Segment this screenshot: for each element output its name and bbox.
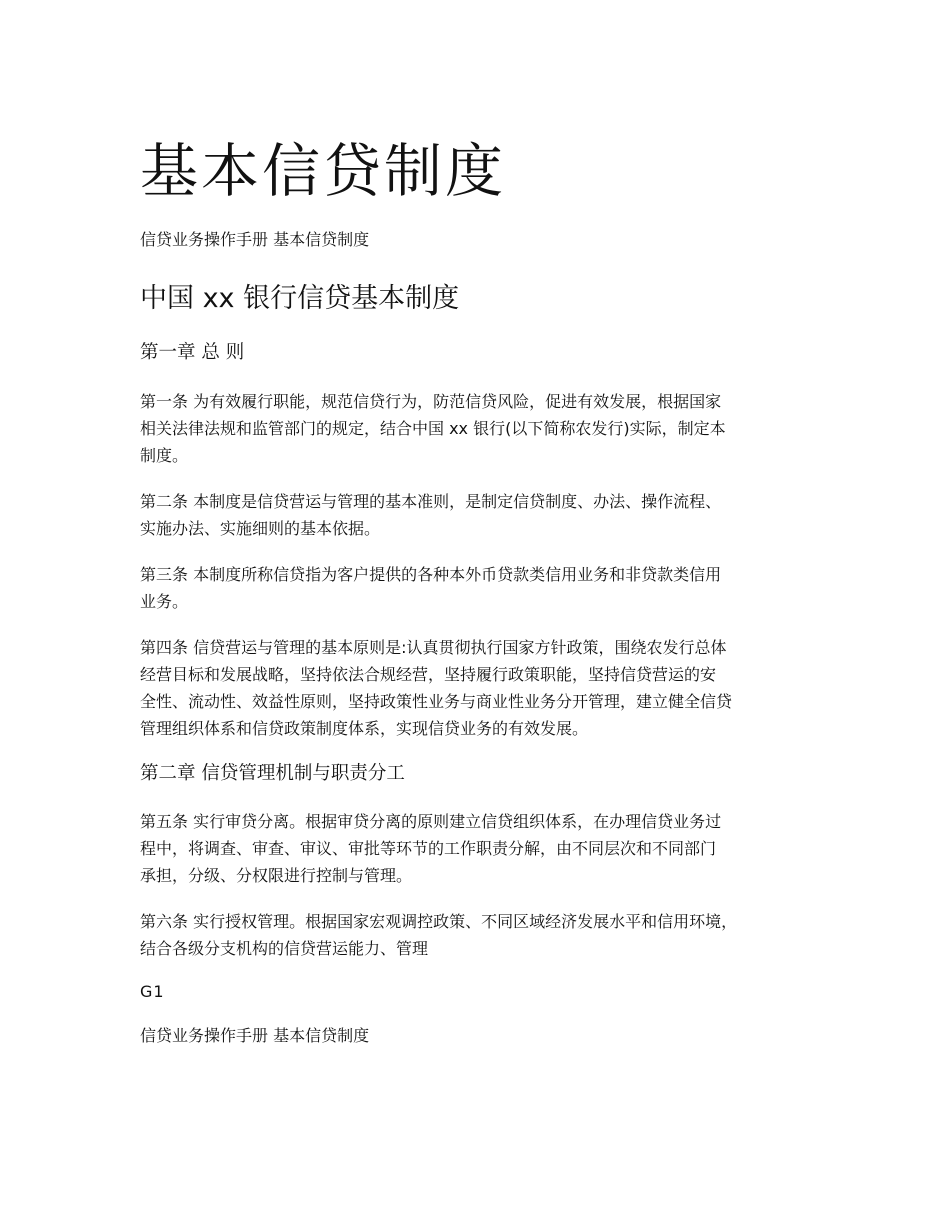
article-1-line: 相关法律法规和监管部门的规定，结合中国 xx 银行(以下简称农发行)实际，制定本 bbox=[140, 419, 726, 438]
article-5-line: 第五条 实行审贷分离。根据审贷分离的原则建立信贷组织体系，在办理信贷业务过 bbox=[140, 812, 722, 831]
article-2-line: 实施办法、实施细则的基本依据。 bbox=[140, 519, 381, 538]
article-4-line: 管理组织体系和信贷政策制度体系，实现信贷业务的有效发展。 bbox=[140, 719, 589, 738]
chapter-1-heading: 第一章 总 则 bbox=[140, 342, 245, 363]
running-header: 信贷业务操作手册 基本信贷制度 bbox=[140, 230, 370, 249]
article-2 bbox=[140, 488, 830, 542]
article-5-line: 承担，分级、分权限进行控制与管理。 bbox=[140, 866, 413, 885]
article-4-line: 全性、流动性、效益性原则，坚持政策性业务与商业性业务分开管理，建立健全信贷 bbox=[140, 692, 733, 711]
article-6 bbox=[140, 908, 830, 962]
article-2-line: 第二条 本制度是信贷营运与管理的基本准则，是制定信贷制度、办法、操作流程、 bbox=[140, 492, 722, 511]
chapter-2-heading: 第二章 信贷管理机制与职责分工 bbox=[140, 763, 405, 784]
article-6-line: 第六条 实行授权管理。根据国家宏观调控政策、不同区域经济发展水平和信用环境， bbox=[140, 912, 738, 931]
document-subtitle: 中国 xx 银行信贷基本制度 bbox=[140, 283, 460, 314]
article-4-line: 经营目标和发展战略，坚持依法合规经营，坚持履行政策职能，坚持信贷营运的安 bbox=[140, 665, 717, 684]
footer-header: 信贷业务操作手册 基本信贷制度 bbox=[140, 1026, 370, 1045]
article-1-line: 第一条 为有效履行职能，规范信贷行为，防范信贷风险，促进有效发展，根据国家 bbox=[140, 392, 722, 411]
article-5 bbox=[140, 808, 830, 889]
document-title: 基本信贷制度 bbox=[140, 137, 507, 205]
page-number: G1 bbox=[140, 982, 165, 1001]
article-3-line: 第三条 本制度所称信贷指为客户提供的各种本外币贷款类信用业务和非贷款类信用 bbox=[140, 565, 722, 584]
article-1-line: 制度。 bbox=[140, 446, 189, 465]
article-3-line: 业务。 bbox=[140, 592, 189, 611]
article-5-line: 程中，将调查、审查、审议、审批等环节的工作职责分解，由不同层次和不同部门 bbox=[140, 839, 717, 858]
article-4 bbox=[140, 634, 830, 742]
article-3 bbox=[140, 561, 830, 615]
article-4-line: 第四条 信贷营运与管理的基本原则是:认真贯彻执行国家方针政策，围绕农发行总体 bbox=[140, 638, 727, 657]
article-6-line: 结合各级分支机构的信贷营运能力、管理 bbox=[140, 939, 429, 958]
article-1 bbox=[140, 388, 830, 469]
